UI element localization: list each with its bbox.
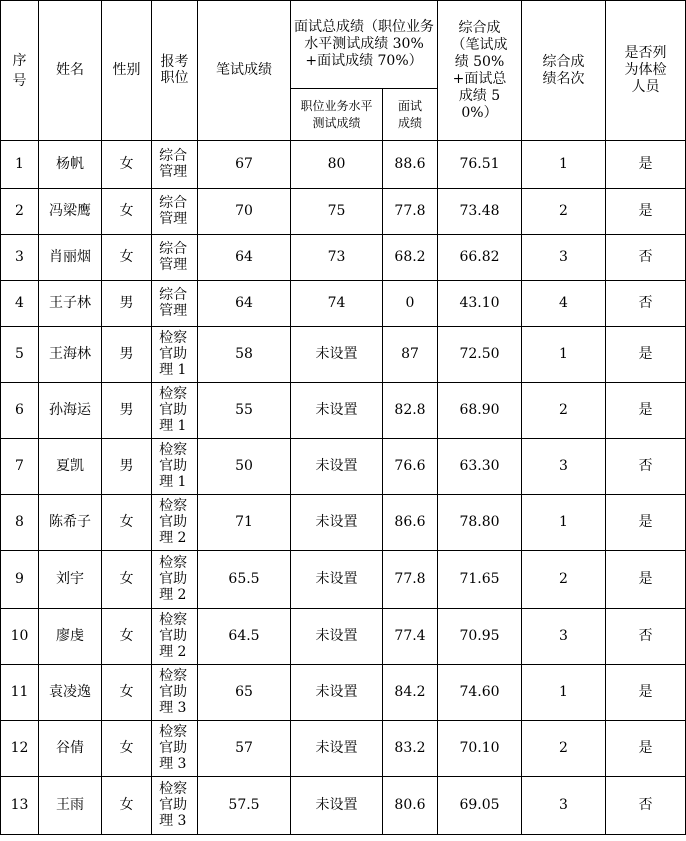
cell-physical: 是 <box>606 189 686 235</box>
cell-composite: 76.51 <box>438 141 522 189</box>
cell-written: 50 <box>198 439 291 495</box>
cell-gender: 男 <box>102 439 152 495</box>
cell-rank: 1 <box>522 141 606 189</box>
cell-name: 王雨 <box>39 777 102 835</box>
header-physical: 是否列为体检人员 <box>606 1 686 141</box>
cell-written: 57 <box>198 721 291 777</box>
cell-written: 70 <box>198 189 291 235</box>
cell-gender: 女 <box>102 665 152 721</box>
cell-position: 检察官助理 2 <box>152 609 198 665</box>
cell-name: 袁凌逸 <box>39 665 102 721</box>
cell-gender: 男 <box>102 327 152 383</box>
cell-business-test: 80 <box>291 141 383 189</box>
cell-business-test: 未设置 <box>291 609 383 665</box>
cell-interview: 82.8 <box>383 383 438 439</box>
cell-rank: 1 <box>522 327 606 383</box>
header-composite: 综合成（笔试成绩 50%+面试总成绩 50%） <box>438 1 522 141</box>
cell-name: 刘宇 <box>39 551 102 609</box>
cell-rank: 1 <box>522 665 606 721</box>
cell-position: 检察官助理 3 <box>152 721 198 777</box>
header-seq: 序号 <box>1 1 39 141</box>
cell-written: 64 <box>198 281 291 327</box>
cell-business-test: 未设置 <box>291 439 383 495</box>
cell-business-test: 未设置 <box>291 495 383 551</box>
cell-gender: 女 <box>102 495 152 551</box>
cell-physical: 否 <box>606 777 686 835</box>
cell-rank: 2 <box>522 189 606 235</box>
cell-interview: 88.6 <box>383 141 438 189</box>
table-header <box>1 1 686 141</box>
cell-seq: 13 <box>1 777 39 835</box>
cell-position: 检察官助理 1 <box>152 383 198 439</box>
cell-interview: 76.6 <box>383 439 438 495</box>
cell-composite: 71.65 <box>438 551 522 609</box>
cell-name: 杨帆 <box>39 141 102 189</box>
header-business-test: 职位业务水平测试成绩 <box>291 89 383 141</box>
cell-interview: 77.4 <box>383 609 438 665</box>
cell-interview: 77.8 <box>383 189 438 235</box>
cell-rank: 3 <box>522 609 606 665</box>
cell-position: 综合管理 <box>152 235 198 281</box>
cell-interview: 68.2 <box>383 235 438 281</box>
cell-seq: 4 <box>1 281 39 327</box>
cell-name: 陈希子 <box>39 495 102 551</box>
table-row <box>1 551 686 609</box>
cell-composite: 70.95 <box>438 609 522 665</box>
cell-interview: 83.2 <box>383 721 438 777</box>
cell-gender: 女 <box>102 235 152 281</box>
cell-rank: 2 <box>522 383 606 439</box>
cell-position: 检察官助理 2 <box>152 495 198 551</box>
cell-name: 肖丽烟 <box>39 235 102 281</box>
cell-rank: 2 <box>522 551 606 609</box>
cell-name: 廖虔 <box>39 609 102 665</box>
cell-physical: 是 <box>606 551 686 609</box>
cell-gender: 女 <box>102 609 152 665</box>
cell-composite: 63.30 <box>438 439 522 495</box>
cell-name: 孙海运 <box>39 383 102 439</box>
cell-gender: 男 <box>102 281 152 327</box>
cell-physical: 是 <box>606 141 686 189</box>
cell-seq: 9 <box>1 551 39 609</box>
cell-business-test: 未设置 <box>291 551 383 609</box>
cell-written: 65.5 <box>198 551 291 609</box>
table-row <box>1 609 686 665</box>
cell-composite: 43.10 <box>438 281 522 327</box>
cell-written: 57.5 <box>198 777 291 835</box>
cell-written: 64 <box>198 235 291 281</box>
cell-business-test: 未设置 <box>291 721 383 777</box>
header-rank: 综合成绩名次 <box>522 1 606 141</box>
cell-business-test: 未设置 <box>291 665 383 721</box>
table-body <box>1 141 686 835</box>
cell-gender: 女 <box>102 777 152 835</box>
cell-physical: 否 <box>606 235 686 281</box>
cell-business-test: 73 <box>291 235 383 281</box>
cell-gender: 女 <box>102 141 152 189</box>
table-row <box>1 777 686 835</box>
cell-written: 65 <box>198 665 291 721</box>
cell-physical: 否 <box>606 281 686 327</box>
cell-physical: 是 <box>606 327 686 383</box>
header-gender: 性别 <box>102 1 152 141</box>
header-interview: 面试成绩 <box>383 89 438 141</box>
cell-composite: 69.05 <box>438 777 522 835</box>
cell-composite: 68.90 <box>438 383 522 439</box>
cell-interview: 84.2 <box>383 665 438 721</box>
cell-physical: 是 <box>606 383 686 439</box>
cell-rank: 1 <box>522 495 606 551</box>
cell-position: 检察官助理 2 <box>152 551 198 609</box>
cell-seq: 1 <box>1 141 39 189</box>
table-row <box>1 439 686 495</box>
cell-interview: 0 <box>383 281 438 327</box>
cell-interview: 77.8 <box>383 551 438 609</box>
table-row <box>1 189 686 235</box>
table-row <box>1 327 686 383</box>
table-row <box>1 721 686 777</box>
table-row <box>1 383 686 439</box>
cell-position: 综合管理 <box>152 189 198 235</box>
cell-name: 谷倩 <box>39 721 102 777</box>
table-row <box>1 141 686 189</box>
cell-rank: 3 <box>522 777 606 835</box>
cell-composite: 66.82 <box>438 235 522 281</box>
table-row <box>1 235 686 281</box>
cell-name: 王海林 <box>39 327 102 383</box>
cell-written: 64.5 <box>198 609 291 665</box>
cell-seq: 6 <box>1 383 39 439</box>
cell-seq: 12 <box>1 721 39 777</box>
cell-position: 综合管理 <box>152 281 198 327</box>
cell-written: 55 <box>198 383 291 439</box>
cell-position: 检察官助理 1 <box>152 327 198 383</box>
cell-business-test: 未设置 <box>291 777 383 835</box>
cell-seq: 2 <box>1 189 39 235</box>
cell-written: 67 <box>198 141 291 189</box>
cell-written: 71 <box>198 495 291 551</box>
cell-composite: 78.80 <box>438 495 522 551</box>
header-written: 笔试成绩 <box>198 1 291 141</box>
cell-interview: 80.6 <box>383 777 438 835</box>
cell-name: 冯梁鹰 <box>39 189 102 235</box>
cell-business-test: 未设置 <box>291 383 383 439</box>
table-row <box>1 281 686 327</box>
cell-gender: 女 <box>102 551 152 609</box>
cell-seq: 3 <box>1 235 39 281</box>
cell-gender: 女 <box>102 721 152 777</box>
cell-physical: 否 <box>606 439 686 495</box>
cell-written: 58 <box>198 327 291 383</box>
cell-gender: 男 <box>102 383 152 439</box>
cell-seq: 8 <box>1 495 39 551</box>
cell-seq: 5 <box>1 327 39 383</box>
cell-business-test: 未设置 <box>291 327 383 383</box>
cell-physical: 是 <box>606 495 686 551</box>
table-row <box>1 495 686 551</box>
cell-composite: 73.48 <box>438 189 522 235</box>
cell-name: 王子林 <box>39 281 102 327</box>
cell-physical: 是 <box>606 665 686 721</box>
cell-composite: 74.60 <box>438 665 522 721</box>
header-name: 姓名 <box>39 1 102 141</box>
cell-seq: 7 <box>1 439 39 495</box>
cell-physical: 是 <box>606 721 686 777</box>
cell-rank: 2 <box>522 721 606 777</box>
cell-interview: 87 <box>383 327 438 383</box>
header-interview-total: 面试总成绩（职位业务水平测试成绩 30%+面试成绩 70%） <box>291 1 438 89</box>
cell-physical: 否 <box>606 609 686 665</box>
cell-position: 综合管理 <box>152 141 198 189</box>
cell-position: 检察官助理 3 <box>152 777 198 835</box>
table-row <box>1 665 686 721</box>
cell-position: 检察官助理 1 <box>152 439 198 495</box>
cell-composite: 72.50 <box>438 327 522 383</box>
cell-business-test: 74 <box>291 281 383 327</box>
header-position: 报考职位 <box>152 1 198 141</box>
cell-business-test: 75 <box>291 189 383 235</box>
cell-rank: 4 <box>522 281 606 327</box>
cell-seq: 10 <box>1 609 39 665</box>
cell-interview: 86.6 <box>383 495 438 551</box>
cell-seq: 11 <box>1 665 39 721</box>
cell-name: 夏凯 <box>39 439 102 495</box>
cell-rank: 3 <box>522 439 606 495</box>
cell-position: 检察官助理 3 <box>152 665 198 721</box>
cell-gender: 女 <box>102 189 152 235</box>
cell-rank: 3 <box>522 235 606 281</box>
cell-composite: 70.10 <box>438 721 522 777</box>
